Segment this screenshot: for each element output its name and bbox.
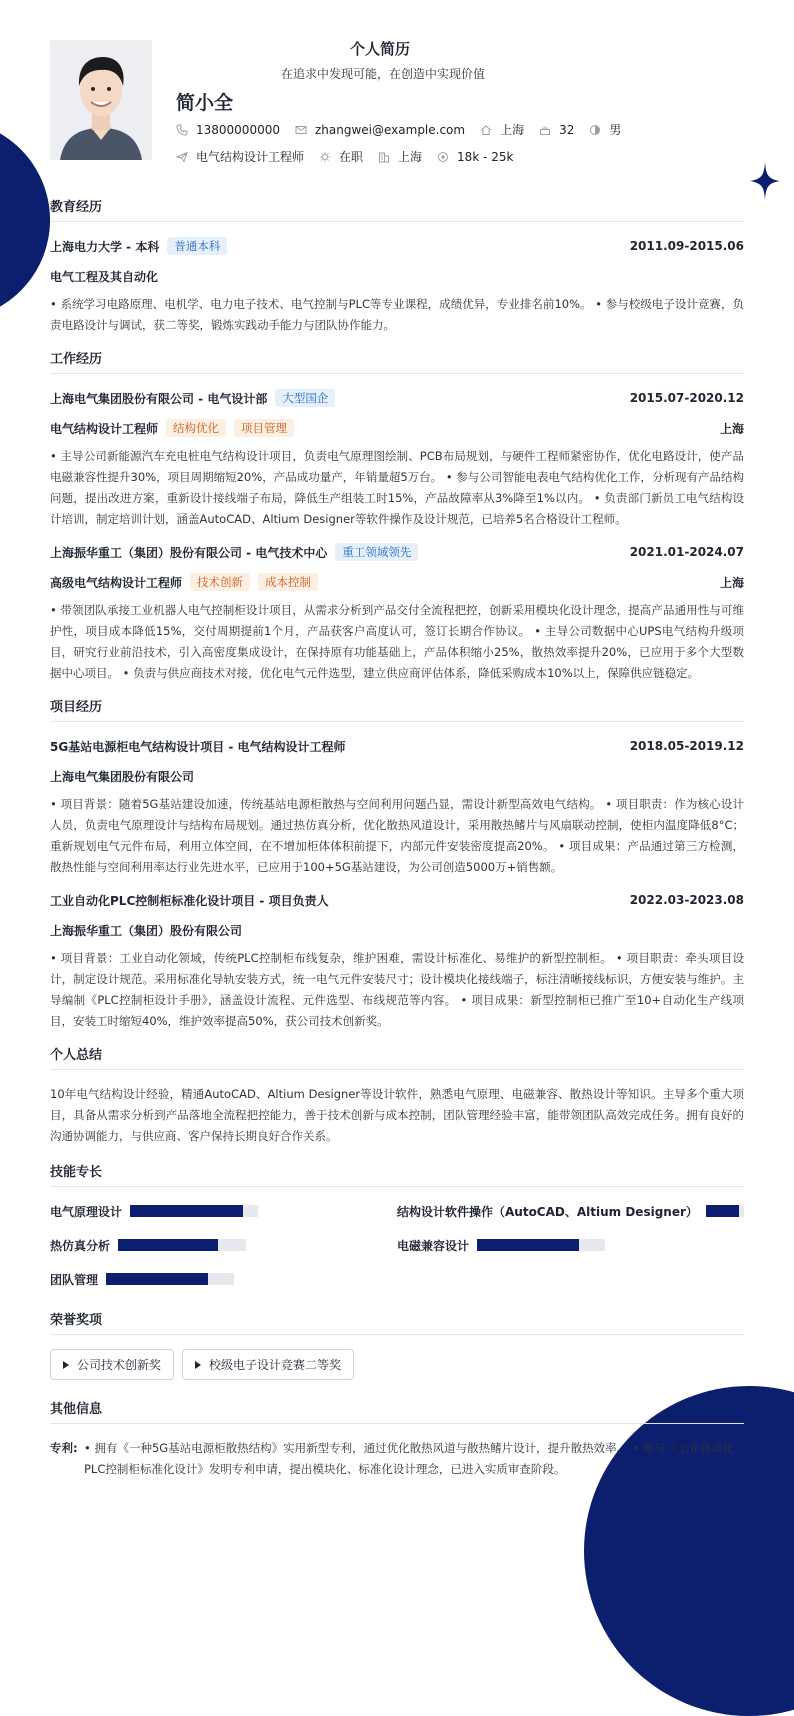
project-sub <box>50 920 744 940</box>
position-tag: 成本控制 <box>258 573 318 591</box>
age-icon <box>539 124 551 136</box>
age-info <box>539 123 574 137</box>
resume-page <box>50 0 744 1480</box>
school-tag: 普通本科 <box>167 237 227 255</box>
skill-fill <box>477 1239 579 1251</box>
skill-item <box>50 1201 397 1221</box>
position-name: 电气结构设计工程师 <box>50 421 159 436</box>
document-title: 个人简历 <box>349 40 410 58</box>
section-title-work: 工作经历 <box>50 348 744 374</box>
section-title-education: 教育经历 <box>50 196 744 222</box>
work-city: 上海 <box>719 575 744 590</box>
education-section <box>50 196 744 336</box>
location-value: 上海 <box>500 123 525 137</box>
salary-info <box>437 150 513 164</box>
award-chip <box>50 1349 174 1380</box>
position-tag: 技术创新 <box>190 573 250 591</box>
patent-row <box>50 1438 744 1480</box>
skill-item <box>50 1235 397 1255</box>
job-target-info <box>176 148 304 165</box>
work-sub <box>50 572 744 592</box>
work-head <box>50 542 744 562</box>
work-entry <box>50 542 744 684</box>
job-target-value: 电气结构设计工程师 <box>196 150 305 164</box>
skill-bar <box>106 1273 234 1285</box>
location-info <box>480 121 524 138</box>
company-name: 上海电气集团股份有限公司 - 电气设计部 <box>50 391 268 406</box>
project-head <box>50 890 744 910</box>
other-section <box>50 1398 744 1480</box>
project-desc: • 项目背景：随着5G基站建设加速，传统基站电源柜散热与空间利用问题凸显，需设计新型高效电气结构。 • 项目职责：作为核心设计人员，负责电气原理设计与结构布局规划。通过热仿真分析，优化散热风道设计，采用散热鳍片与风扇联动控制，使柜内温度降低8°C；重新规划电气元件布局，利用立体空间，在不增加柜体体积前提下，内部元件安装密度提高20%。 • 项目成果：产品通过第三方检测，散热性能与空间利用率达行业先进水平，已应用于100+5G基站建设，为公司创造5000万+销售额。 <box>50 797 744 874</box>
major-name: 电气工程及其自动化 <box>50 269 159 284</box>
email-value: zhangwei@example.com <box>314 122 466 137</box>
project-desc: • 项目背景：工业自动化领域，传统PLC控制柜布线复杂，维护困难，需设计标准化、易维护的新型控制柜。 • 项目职责：牵头项目设计，制定设计规范。采用标准化导轨安装方式，统一电气元件安装尺寸；设计模块化接线端子，标注清晰接线标识，方便安装与维护。主导编制《PLC控制柜设计手册》，涵盖设计流程、元件选型、布线规范等内容。 • 项目成果：新型控制柜已推广至10+自动化生产线项目，安装工时缩短40%，维护效率提高50%，获公司技术创新奖。 <box>50 951 744 1028</box>
education-date: 2011.09-2015.06 <box>629 239 744 253</box>
skill-fill <box>106 1273 208 1285</box>
skill-bar <box>118 1239 246 1251</box>
project-head <box>50 736 744 756</box>
company-tag: 大型国企 <box>275 389 335 407</box>
project-title: 5G基站电源柜电气结构设计项目 - 电气结构设计工程师 <box>50 739 346 754</box>
work-sub <box>50 418 744 438</box>
gender-info <box>589 121 621 138</box>
section-title-projects: 项目经历 <box>50 696 744 722</box>
position-tag: 结构优化 <box>166 419 226 437</box>
section-title-other: 其他信息 <box>50 1398 744 1424</box>
awards-list <box>50 1349 744 1380</box>
document-subtitle: 在追求中发现可能，在创造中实现价值 <box>280 67 485 81</box>
status-value: 在职 <box>339 150 364 164</box>
building-icon <box>378 151 390 163</box>
project-date: 2018.05-2019.12 <box>629 739 744 753</box>
skill-fill <box>706 1205 740 1217</box>
project-entry <box>50 890 744 1032</box>
project-date: 2022.03-2023.08 <box>629 893 744 907</box>
skill-fill <box>118 1239 218 1251</box>
status-icon <box>319 151 331 163</box>
age-value: 32 <box>559 122 575 137</box>
work-section <box>50 348 744 684</box>
skill-name: 结构设计软件操作（AutoCAD、Altium Designer） <box>397 1204 698 1219</box>
email-info <box>295 123 465 137</box>
triangle-icon <box>195 1361 201 1369</box>
project-entry <box>50 736 744 878</box>
work-date: 2015.07-2020.12 <box>629 391 744 405</box>
education-head <box>50 236 744 256</box>
skill-name: 热仿真分析 <box>50 1238 111 1253</box>
phone-value: 13800000000 <box>196 122 280 137</box>
project-company: 上海振华重工（集团）股份有限公司 <box>50 923 243 938</box>
candidate-name: 简小全 <box>176 92 234 114</box>
project-company: 上海电气集团股份有限公司 <box>50 769 195 784</box>
resume-header <box>50 0 744 186</box>
projects-section <box>50 696 744 1032</box>
skill-name: 电气原理设计 <box>50 1204 123 1219</box>
skill-bar <box>706 1205 744 1217</box>
work-desc: • 带领团队承接工业机器人电气控制柜设计项目，从需求分析到产品交付全流程把控，创新采用模块化设计理念，提高产品通用性与可维护性，项目成本降低15%，交付周期提前1个月，产品获客户高度认可，签订长期合作协议。 • 主导公司数据中心UPS电气结构升级项目，研究行业前沿技术，引入高密度集成设计，在保持原有功能基础上，产品体积缩小25%，散热效率提升20%，已应用于多个大型数据中心项目。 • 负责与供应商技术对接，优化电气元件选型，建立供应商评估体系，降低采购成本10%以上，保障供应链稳定。 <box>50 603 744 680</box>
send-icon <box>176 151 188 163</box>
work-date: 2021.01-2024.07 <box>629 545 744 559</box>
project-sub <box>50 766 744 786</box>
salary-value: 18k - 25k <box>457 149 514 164</box>
job-row <box>176 148 528 165</box>
contact-row <box>176 121 636 138</box>
award-label: 公司技术创新奖 <box>77 1358 162 1372</box>
city-value: 上海 <box>398 150 423 164</box>
home-icon <box>480 124 492 136</box>
position-tag: 项目管理 <box>234 419 294 437</box>
skill-fill <box>130 1205 243 1217</box>
skills-section <box>50 1161 744 1303</box>
work-head <box>50 388 744 408</box>
skill-item <box>397 1235 744 1255</box>
education-sub <box>50 266 744 286</box>
section-title-awards: 荣誉奖项 <box>50 1309 744 1335</box>
city-info <box>378 148 422 165</box>
sparkle-icon <box>750 162 780 200</box>
skill-bar <box>477 1239 605 1251</box>
patent-text: • 拥有《一种5G基站电源柜散热结构》实用新型专利，通过优化散热风道与散热鳍片设计，提升散热效率。 • 参与《工业自动化PLC控制柜标准化设计》发明专利申请，提出模块化、标准化设计理念，已进入实质审查阶段。 <box>84 1441 735 1476</box>
section-title-summary: 个人总结 <box>50 1044 744 1070</box>
skill-name: 电磁兼容设计 <box>397 1238 470 1253</box>
skill-item <box>397 1201 744 1221</box>
skills-list <box>50 1201 744 1303</box>
project-title: 工业自动化PLC控制柜标准化设计项目 - 项目负责人 <box>50 893 329 908</box>
award-label: 校级电子设计竞赛二等奖 <box>209 1358 342 1372</box>
company-tag: 重工领域领先 <box>335 543 418 561</box>
skill-item <box>50 1269 397 1289</box>
summary-text: 10年电气结构设计经验，精通AutoCAD、Altium Designer等设计软件，熟悉电气原理、电磁兼容、散热设计等知识。主导多个重大项目，具备从需求分析到产品落地全流程把控能力，善于技术创新与成本控制，团队管理经验丰富，能带领团队高效完成任务。拥有良好的沟通协调能力，与供应商、客户保持长期良好合作关系。 <box>50 1087 744 1143</box>
awards-section <box>50 1309 744 1380</box>
triangle-icon <box>63 1361 69 1369</box>
status-info <box>319 148 363 165</box>
phone-info <box>176 123 280 137</box>
skill-name: 团队管理 <box>50 1272 99 1287</box>
patent-label: 专利: <box>50 1441 78 1455</box>
company-name: 上海振华重工（集团）股份有限公司 - 电气技术中心 <box>50 545 328 560</box>
decorative-left-shape <box>0 120 50 320</box>
education-desc: • 系统学习电路原理、电机学、电力电子技术、电气控制与PLC等专业课程，成绩优异，专业排名前10%。 • 参与校级电子设计竞赛，负责电路设计与调试，获二等奖，锻炼实践动手能力与团队协作能力。 <box>50 297 744 332</box>
award-chip <box>182 1349 354 1380</box>
work-city: 上海 <box>719 421 744 436</box>
section-title-skills: 技能专长 <box>50 1161 744 1187</box>
work-desc: • 主导公司新能源汽车充电桩电气结构设计项目，负责电气原理图绘制、PCB布局规划，与硬件工程师紧密协作，优化电路设计，使产品电磁兼容性提升30%，项目周期缩短20%，产品成功量产，年销量超5万台。 • 参与公司智能电表电气结构优化工作，分析现有产品结构问题，提出改进方案，重新设计接线端子布局，降低生产组装工时15%，产品故障率从3%降至1%以内。 • 负责部门新员工电气结构设计培训，制定培训计划，涵盖AutoCAD、Altium Designer等软件操作及设计规范，已培养5名合格设计工程师。 <box>50 449 744 526</box>
summary-section <box>50 1044 744 1147</box>
school-name: 上海电力大学 - 本科 <box>50 239 160 254</box>
salary-icon <box>437 151 449 163</box>
gender-icon <box>589 124 601 136</box>
mail-icon <box>295 124 307 136</box>
skill-bar <box>130 1205 258 1217</box>
education-entry <box>50 236 744 336</box>
position-name: 高级电气结构设计工程师 <box>50 575 183 590</box>
work-entry <box>50 388 744 530</box>
gender-value: 男 <box>609 123 622 137</box>
phone-icon <box>176 124 188 136</box>
